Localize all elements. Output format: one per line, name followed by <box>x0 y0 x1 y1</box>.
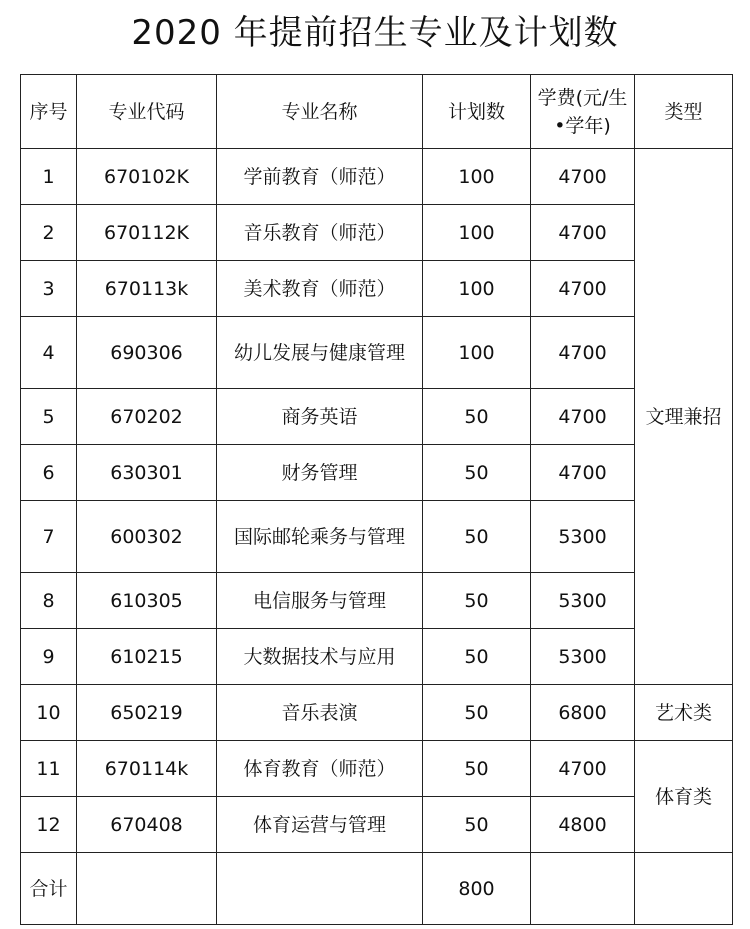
cell-code: 670113k <box>77 261 217 317</box>
cell-fee: 4800 <box>531 797 635 853</box>
cell-plan: 50 <box>423 573 531 629</box>
table-row <box>21 445 733 501</box>
cell-plan: 50 <box>423 445 531 501</box>
cell-plan: 100 <box>423 317 531 389</box>
total-empty-fee <box>531 853 635 925</box>
cell-name: 财务管理 <box>217 445 423 501</box>
cell-name: 体育运营与管理 <box>217 797 423 853</box>
cell-name: 体育教育（师范） <box>217 741 423 797</box>
table-row <box>21 317 733 389</box>
cell-code: 650219 <box>77 685 217 741</box>
table-row <box>21 797 733 853</box>
cell-type-wenli: 文理兼招 <box>635 149 733 685</box>
cell-code: 670112K <box>77 205 217 261</box>
page-title: 2020 年提前招生专业及计划数 <box>131 13 619 53</box>
table-row <box>21 389 733 445</box>
cell-fee: 4700 <box>531 389 635 445</box>
cell-code: 630301 <box>77 445 217 501</box>
cell-index: 10 <box>21 685 77 741</box>
cell-code: 670408 <box>77 797 217 853</box>
cell-fee: 4700 <box>531 205 635 261</box>
cell-index: 12 <box>21 797 77 853</box>
cell-type-tiyu: 体育类 <box>635 741 733 853</box>
total-empty-code <box>77 853 217 925</box>
cell-fee: 4700 <box>531 149 635 205</box>
cell-name: 商务英语 <box>217 389 423 445</box>
cell-name: 大数据技术与应用 <box>217 629 423 685</box>
table-row <box>21 149 733 205</box>
cell-fee: 5300 <box>531 573 635 629</box>
header-index: 序号 <box>21 75 77 149</box>
cell-name: 音乐表演 <box>217 685 423 741</box>
cell-index: 7 <box>21 501 77 573</box>
cell-fee: 4700 <box>531 261 635 317</box>
cell-code: 670102K <box>77 149 217 205</box>
table-row <box>21 685 733 741</box>
cell-plan: 100 <box>423 149 531 205</box>
cell-fee: 5300 <box>531 629 635 685</box>
cell-name: 国际邮轮乘务与管理 <box>217 501 423 573</box>
cell-plan: 100 <box>423 205 531 261</box>
cell-name: 幼儿发展与健康管理 <box>217 317 423 389</box>
cell-code: 610305 <box>77 573 217 629</box>
total-row <box>21 853 733 925</box>
cell-fee: 6800 <box>531 685 635 741</box>
total-empty-name <box>217 853 423 925</box>
table-row <box>21 629 733 685</box>
cell-plan: 50 <box>423 797 531 853</box>
header-code: 专业代码 <box>77 75 217 149</box>
cell-name: 美术教育（师范） <box>217 261 423 317</box>
cell-index: 4 <box>21 317 77 389</box>
table-row <box>21 501 733 573</box>
cell-index: 6 <box>21 445 77 501</box>
cell-fee: 4700 <box>531 317 635 389</box>
cell-index: 3 <box>21 261 77 317</box>
cell-fee: 4700 <box>531 741 635 797</box>
cell-index: 2 <box>21 205 77 261</box>
table-row <box>21 741 733 797</box>
total-empty-type <box>635 853 733 925</box>
cell-name: 音乐教育（师范） <box>217 205 423 261</box>
cell-index: 5 <box>21 389 77 445</box>
table-header-row <box>21 75 733 149</box>
cell-plan: 50 <box>423 389 531 445</box>
cell-code: 610215 <box>77 629 217 685</box>
total-label: 合计 <box>21 853 77 925</box>
table-row <box>21 573 733 629</box>
enrollment-table <box>20 74 733 925</box>
cell-type-yishu: 艺术类 <box>635 685 733 741</box>
cell-plan: 50 <box>423 685 531 741</box>
header-type: 类型 <box>635 75 733 149</box>
cell-name: 电信服务与管理 <box>217 573 423 629</box>
cell-index: 8 <box>21 573 77 629</box>
cell-fee: 5300 <box>531 501 635 573</box>
cell-index: 9 <box>21 629 77 685</box>
cell-code: 670114k <box>77 741 217 797</box>
header-name: 专业名称 <box>217 75 423 149</box>
cell-code: 690306 <box>77 317 217 389</box>
cell-code: 600302 <box>77 501 217 573</box>
cell-plan: 50 <box>423 741 531 797</box>
cell-fee: 4700 <box>531 445 635 501</box>
cell-plan: 100 <box>423 261 531 317</box>
cell-plan: 50 <box>423 629 531 685</box>
cell-index: 11 <box>21 741 77 797</box>
table-row <box>21 261 733 317</box>
header-plan: 计划数 <box>423 75 531 149</box>
cell-code: 670202 <box>77 389 217 445</box>
header-fee: 学费(元/生•学年) <box>531 75 635 149</box>
cell-index: 1 <box>21 149 77 205</box>
cell-name: 学前教育（师范） <box>217 149 423 205</box>
cell-plan: 50 <box>423 501 531 573</box>
table-row <box>21 205 733 261</box>
total-plan: 800 <box>423 853 531 925</box>
